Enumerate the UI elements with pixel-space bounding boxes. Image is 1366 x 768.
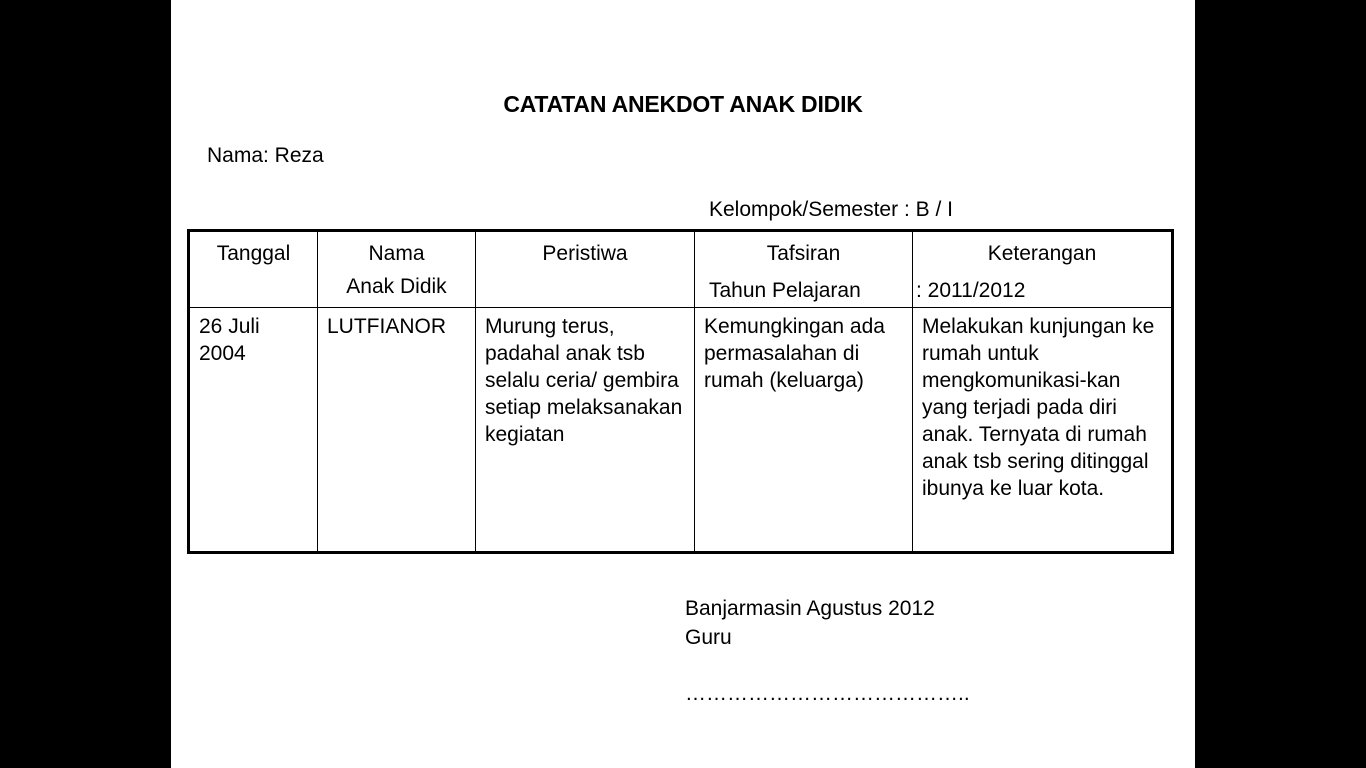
header-event: Peristiwa xyxy=(476,231,695,308)
academic-year-value: : 2011/2012 xyxy=(916,279,1026,302)
header-notes: Keterangan xyxy=(913,231,1173,308)
header-interpretation: Tafsiran xyxy=(695,231,913,308)
signature-place-date: Banjarmasin Agustus 2012 xyxy=(685,597,935,620)
header-student-name xyxy=(318,231,476,308)
cell-event: Murung terus, padahal anak tsb selalu ceria/ gembira setiap melaksanakan kegiatan xyxy=(476,308,695,553)
header-student-name-line2: Anak Didik xyxy=(346,275,447,298)
academic-year-label: Tahun Pelajaran xyxy=(709,279,861,302)
cell-date: 26 Juli 2004 xyxy=(189,308,318,553)
signature-block xyxy=(685,594,935,652)
cell-interpretation: Kemungkingan ada permasalahan di rumah (keluarga) xyxy=(695,308,913,553)
cell-student-name: LUTFIANOR xyxy=(318,308,476,553)
document-page xyxy=(171,0,1195,768)
group-semester-label: Kelompok/Semester xyxy=(709,198,899,221)
group-semester-row xyxy=(709,196,1025,223)
document-title: CATATAN ANEKDOT ANAK DIDIK xyxy=(503,91,863,117)
signature-line: ………………………………….. xyxy=(685,682,970,705)
signature-role: Guru xyxy=(685,626,732,649)
header-date: Tanggal xyxy=(189,231,318,308)
anecdote-table xyxy=(187,229,1174,554)
student-name: Nama: Reza xyxy=(207,144,324,167)
cell-notes: Melakukan kunjungan ke rumah untuk mengkomunikasi-kan yang terjadi pada diri anak. Ternyata di rumah anak tsb sering ditinggal ibunya ke luar kota. xyxy=(913,308,1173,553)
table-row xyxy=(189,308,1173,553)
table-header-row xyxy=(189,231,1173,308)
header-student-name-line1: Nama xyxy=(368,242,425,265)
group-semester-value: : B / I xyxy=(903,198,953,221)
